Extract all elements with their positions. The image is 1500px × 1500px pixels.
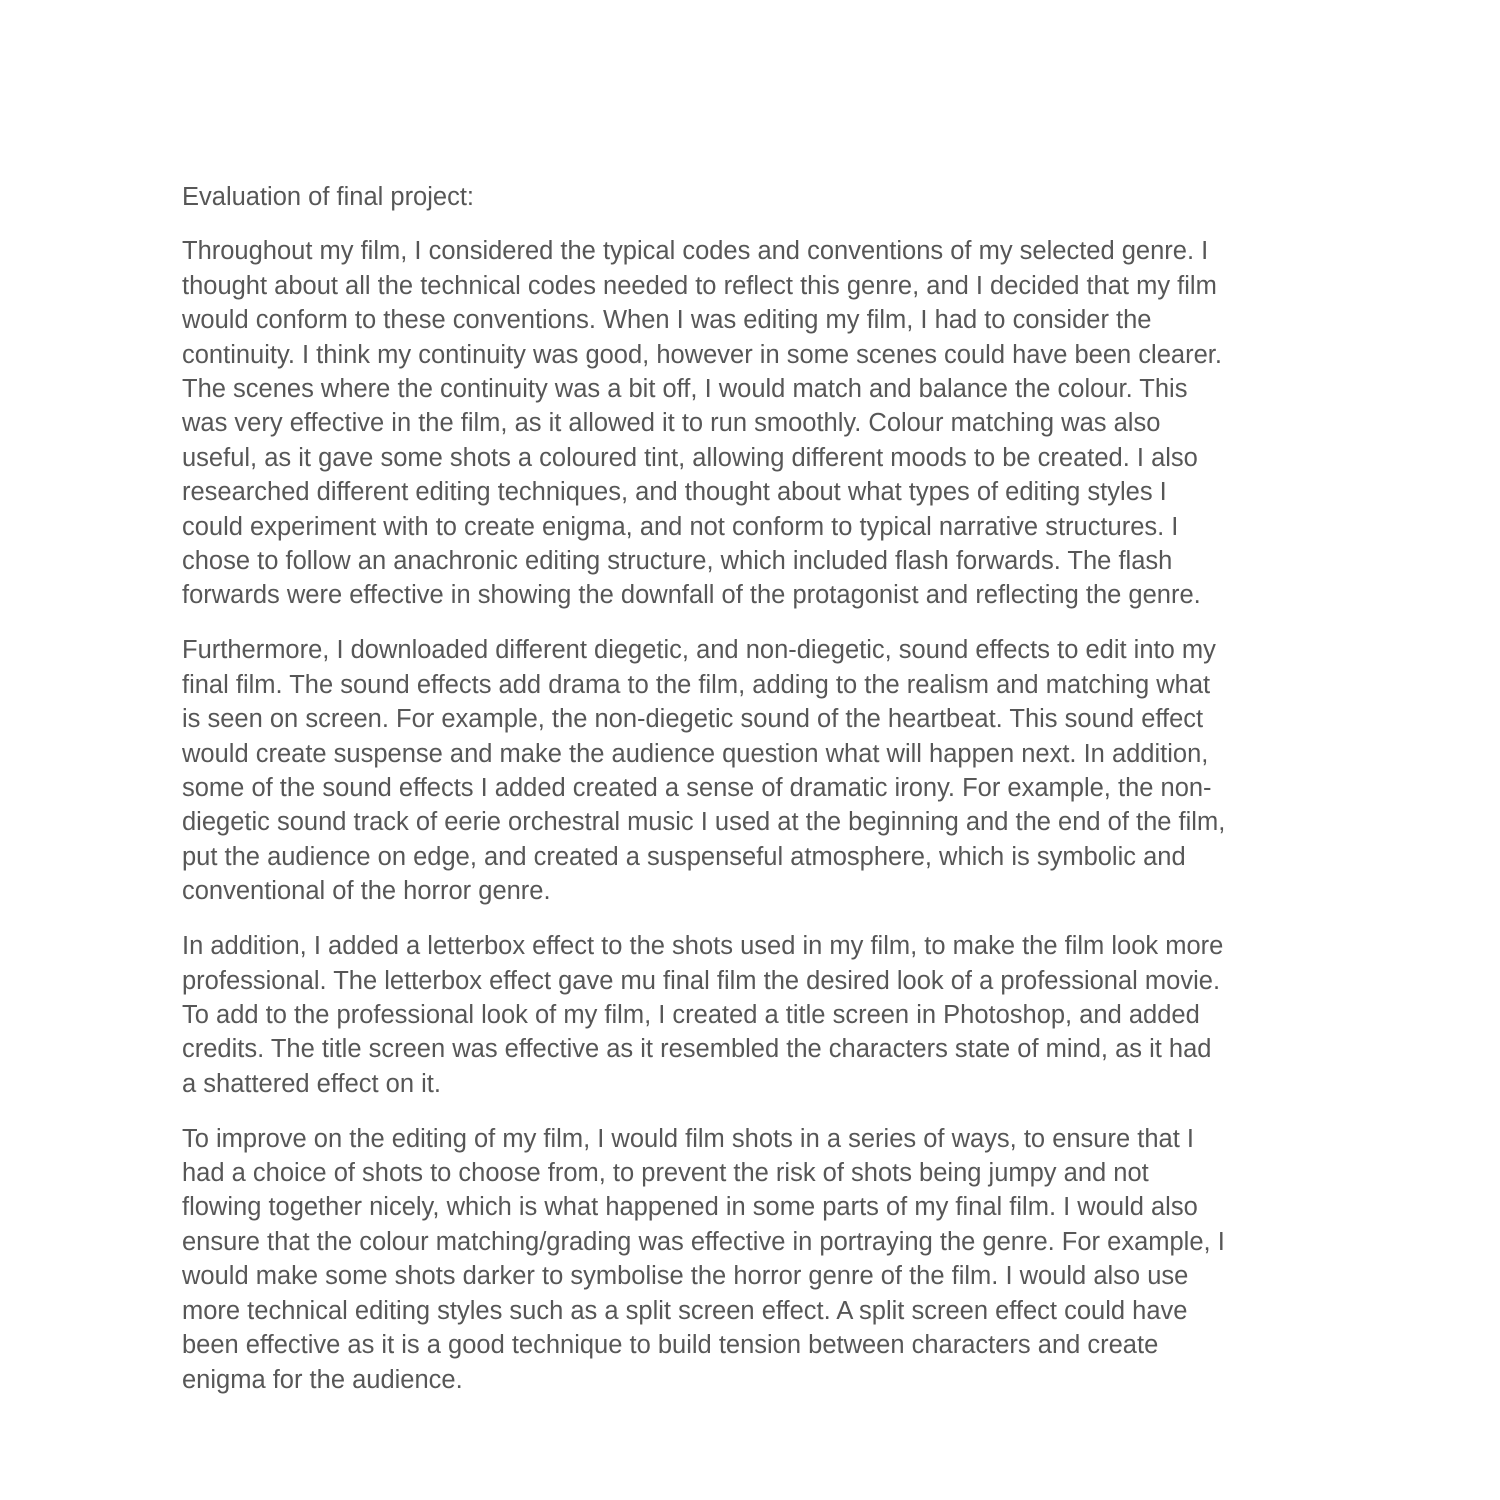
document-page	[182, 180, 1342, 1417]
text-line: enigma for the audience.	[182, 1365, 463, 1394]
text-line: credits. The title screen was effective as it resembled the characters state of mind, as it had	[182, 1035, 1212, 1064]
text-line: would make some shots darker to symbolise the horror genre of the film. I would also use	[182, 1262, 1189, 1291]
paragraph	[182, 234, 1342, 612]
text-line: had a choice of shots to choose from, to prevent the risk of shots being jumpy and not	[182, 1159, 1149, 1188]
text-line: was very effective in the film, as it allowed it to run smoothly. Colour matching was also	[182, 409, 1161, 438]
text-line: chose to follow an anachronic editing structure, which included flash forwards. The flash	[182, 547, 1173, 576]
text-line: continuity. I think my continuity was good, however in some scenes could have been clearer.	[182, 340, 1222, 369]
text-line: thought about all the technical codes needed to reflect this genre, and I decided that my film	[182, 271, 1217, 300]
text-line: To improve on the editing of my film, I would film shots in a series of ways, to ensure that I	[182, 1124, 1194, 1153]
text-line: Throughout my film, I considered the typical codes and conventions of my selected genre. I	[182, 237, 1209, 266]
text-line: Furthermore, I downloaded different diegetic, and non-diegetic, sound effects to edit into my	[182, 636, 1216, 665]
text-line: diegetic sound track of eerie orchestral music I used at the beginning and the end of the film,	[182, 808, 1226, 837]
text-line: would conform to these conventions. When I was editing my film, I had to consider the	[182, 306, 1152, 335]
text-line: would create suspense and make the audience question what will happen next. In addition,	[182, 739, 1209, 768]
text-line: could experiment with to create enigma, and not conform to typical narrative structures. I	[182, 512, 1179, 541]
text-line: a shattered effect on it.	[182, 1069, 441, 1098]
text-line: forwards were effective in showing the downfall of the protagonist and reflecting the genre.	[182, 581, 1201, 610]
text-line: The scenes where the continuity was a bit off, I would match and balance the colour. This	[182, 375, 1188, 404]
text-line: conventional of the horror genre.	[182, 877, 551, 906]
text-line: To add to the professional look of my film, I created a title screen in Photoshop, and added	[182, 1000, 1200, 1029]
text-line: researched different editing techniques, and thought about what types of editing styles I	[182, 478, 1167, 507]
text-line: more technical editing styles such as a split screen effect. A split screen effect could have	[182, 1296, 1188, 1325]
paragraph	[182, 633, 1342, 908]
text-line: ensure that the colour matching/grading was effective in portraying the genre. For example, I	[182, 1227, 1225, 1256]
paragraph	[182, 929, 1342, 1101]
text-line: flowing together nicely, which is what happened in some parts of my final film. I would also	[182, 1193, 1198, 1222]
document-body	[182, 234, 1342, 1397]
text-line: final film. The sound effects add drama to the film, adding to the realism and matching what	[182, 670, 1211, 699]
text-line: been effective as it is a good technique to build tension between characters and create	[182, 1331, 1159, 1360]
text-line: In addition, I added a letterbox effect to the shots used in my film, to make the film look more	[182, 932, 1224, 961]
document-title: Evaluation of final project:	[182, 183, 475, 211]
text-line: some of the sound effects I added created a sense of dramatic irony. For example, the non-	[182, 774, 1212, 802]
paragraph	[182, 1122, 1342, 1397]
text-line: is seen on screen. For example, the non-diegetic sound of the heartbeat. This sound effect	[182, 705, 1204, 734]
text-line: professional. The letterbox effect gave mu final film the desired look of a professional movie.	[182, 966, 1221, 995]
text-line: useful, as it gave some shots a coloured tint, allowing different moods to be created. I also	[182, 443, 1198, 472]
text-line: put the audience on edge, and created a suspenseful atmosphere, which is symbolic and	[182, 842, 1186, 871]
